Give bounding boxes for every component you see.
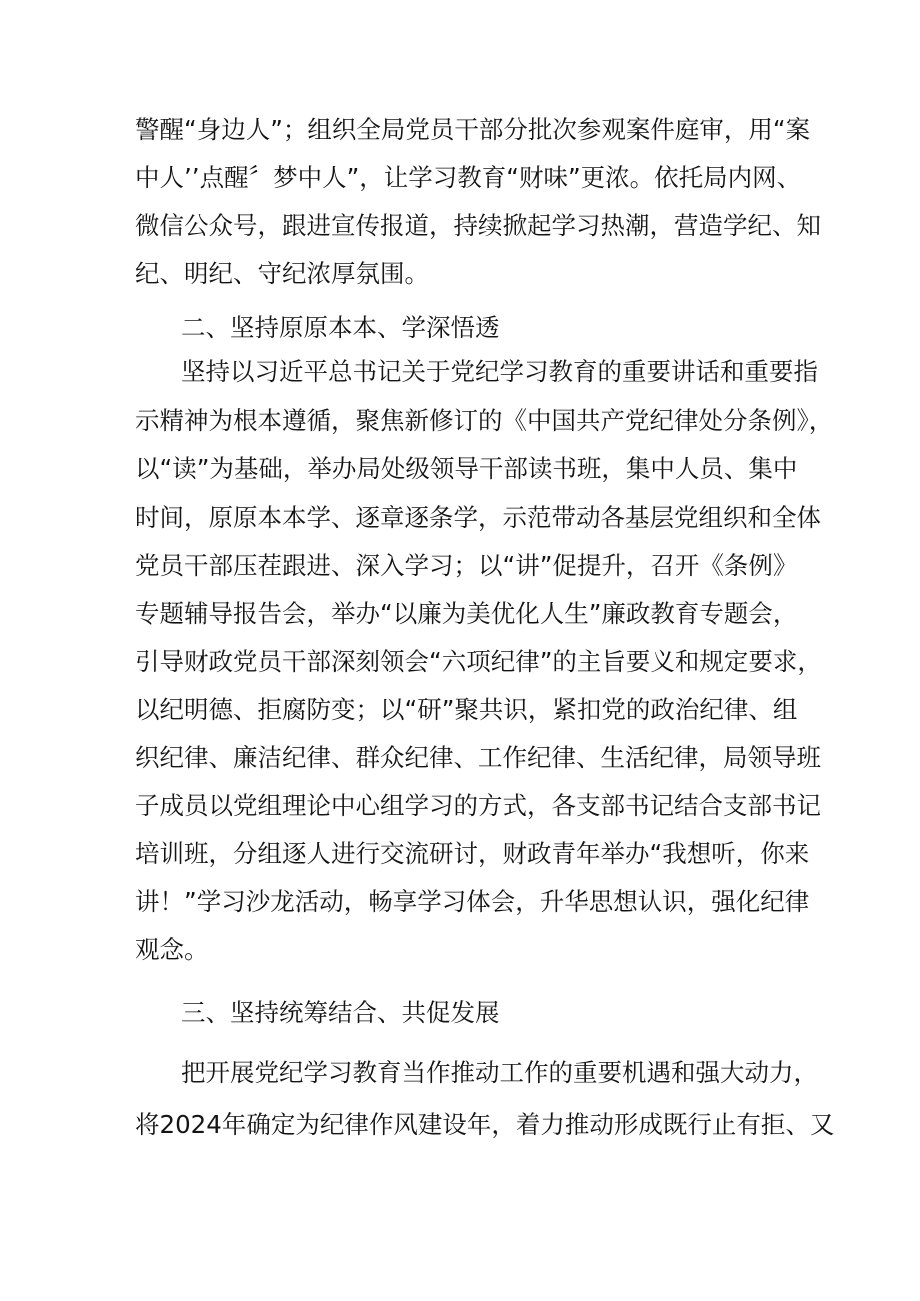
text-line: 织纪律、廉洁纪律、群众纪律、工作纪律、生活纪律，局领导班 <box>135 743 821 772</box>
text-line: 专题辅导报告会，举办“以廉为美优化人生”廉政教育专题会， <box>135 599 798 628</box>
text-line: 示精神为根本遵循，聚焦新修订的《中国共产党纪律处分条例》， <box>135 406 834 435</box>
text-line: 纪、明纪、守纪浓厚氛围。 <box>135 259 429 288</box>
text-line: 培训班，分组逐人进行交流研讨，财政青年举办“我想听，你来 <box>135 839 810 868</box>
text-line: 子成员以党组理论中心组学习的方式，各支部书记结合支部书记 <box>135 791 821 820</box>
text-line: 将2024年确定为纪律作风建设年，着力推动形成既行止有拒、又 <box>135 1110 835 1139</box>
text-line: 引导财政党员干部深刻领会“六项纪律”的主旨要义和规定要求， <box>135 647 822 676</box>
text-line: 微信公众号，跟进宣传报道，持续掀起学习热潮，营造学纪、知 <box>135 211 821 240</box>
text-line: 时间，原原本本学、逐章逐条学，示范带动各基层党组织和全体 <box>135 503 821 532</box>
text-line: 警醒“身边人”；组织全局党员干部分批次参观案件庭审，用“案 <box>135 115 811 144</box>
text-line: 讲！”学习沙龙活动，畅享学习体会，升华思想认识，强化纪律 <box>135 887 810 916</box>
text-line: 坚持以习近平总书记关于党纪学习教育的重要讲话和重要指 <box>181 357 818 386</box>
text-line: 以“读”为基础，举办局处级领导干部读书班，集中人员、集中 <box>135 454 798 483</box>
text-line: 把开展党纪学习教育当作推动工作的重要机遇和强大动力， <box>181 1058 818 1087</box>
section-heading: 三、坚持统筹结合、共促发展 <box>181 998 500 1027</box>
text-line: 以纪明德、拒腐防变；以“研”聚共识，紧扣党的政治纪律、组 <box>135 695 798 724</box>
text-line: 观念。 <box>135 935 209 964</box>
text-line: 党员干部压茬跟进、深入学习；以“讲”促提升，召开《条例》 <box>135 551 798 580</box>
text-line: 中人’’点醒〞梦中人”，让学习教育“财味”更浓。依托局内网、 <box>135 163 802 192</box>
section-heading: 二、坚持原原本本、学深悟透 <box>181 313 500 342</box>
